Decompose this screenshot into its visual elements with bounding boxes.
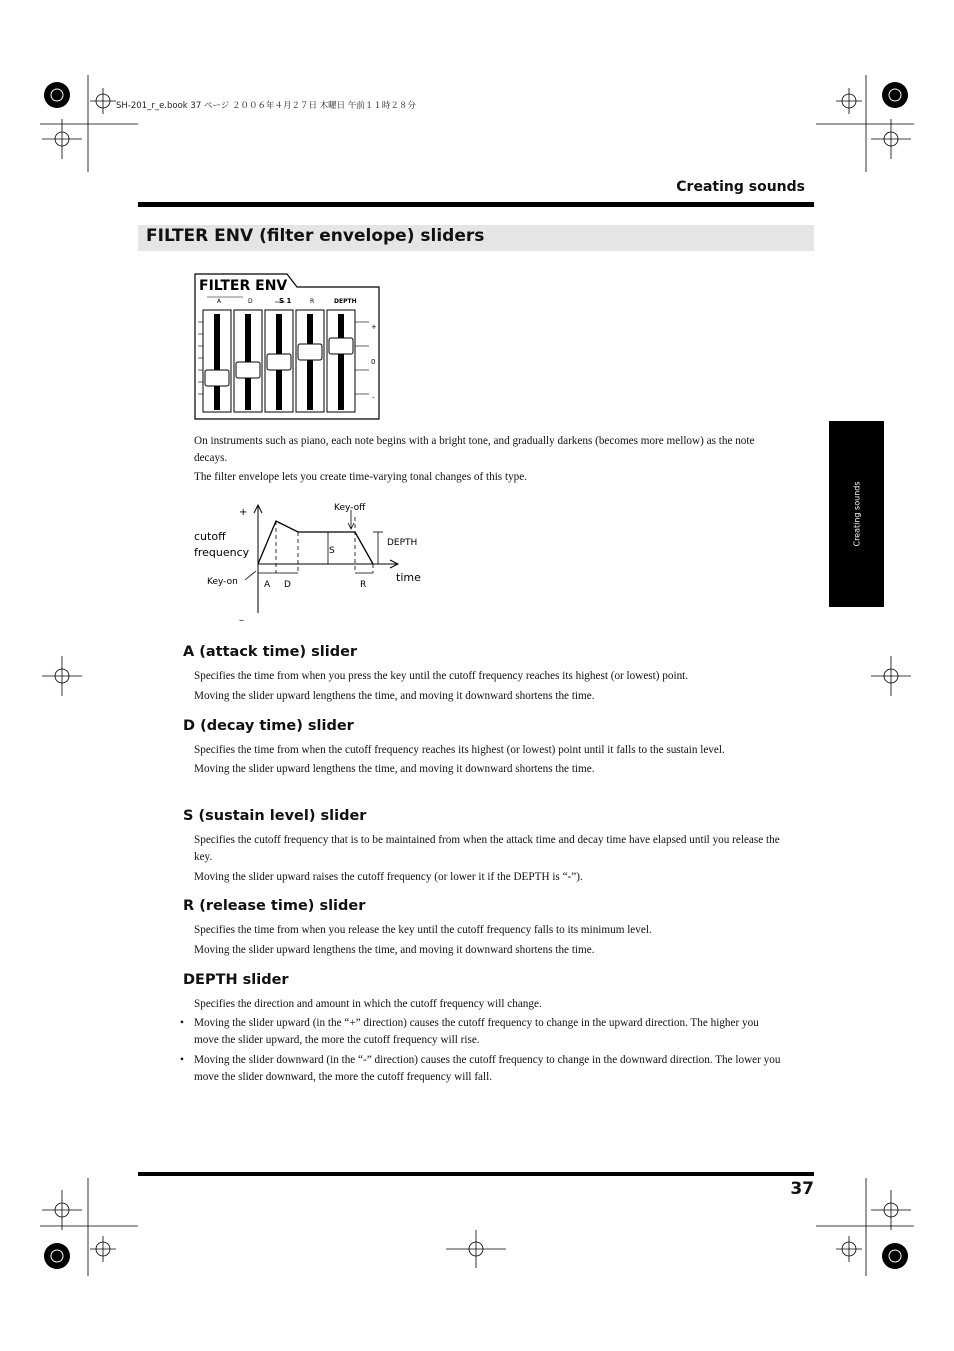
depth-bullet-up: • Moving the slider upward (in the “+” direction) causes the cutoff frequency to change in the upward direction. The higher you move the slider upward, the more the cutoff frequency will rise. (178, 1015, 784, 1049)
diagram-depth: DEPTH (387, 538, 418, 548)
release-para-1: Specifies the time from when you release the key until the cutoff frequency falls to its minimum level. (194, 924, 652, 936)
heading-release: R (release time) slider (183, 898, 366, 914)
panel-label-r: R (310, 298, 315, 305)
depth-text (194, 996, 784, 1013)
depth-bullet-down: • Moving the slider downward (in the “-” direction) causes the cutoff frequency to change in the downward direction. The lower you move the slider downward, the more the cutoff frequency will fall. (178, 1052, 784, 1086)
diagram-r: R (360, 580, 367, 590)
heading-sustain: S (sustain level) slider (183, 808, 367, 824)
slider-knob-depth (329, 338, 353, 354)
decay-text (194, 742, 784, 778)
diagram-minus: – (239, 615, 244, 626)
diagram-key-on: Key-on (207, 577, 238, 587)
filter-env-panel-illustration (193, 272, 383, 422)
sustain-para-2: Moving the slider upward raises the cutoff frequency (or lower it if the DEPTH is “-”). (194, 871, 583, 883)
intro-para-2: The filter envelope lets you create time-varying tonal changes of this type. (194, 471, 528, 483)
diagram-key-off: Key-off (334, 503, 366, 513)
slider-knob-r (298, 344, 322, 360)
sustain-para-1: Specifies the cutoff frequency that is to be maintained from when the attack time and decay time have elapsed until you release the key. (194, 834, 780, 863)
depth-para-1: Specifies the direction and amount in which the cutoff frequency will change. (194, 998, 542, 1010)
top-rule (138, 202, 814, 207)
diagram-d: D (284, 580, 291, 590)
scale-minus: - (372, 394, 375, 402)
running-head: Creating sounds (676, 179, 805, 195)
section-title-bar (138, 225, 814, 251)
slider-knob-s (267, 354, 291, 370)
panel-label-depth: DEPTH (334, 298, 357, 305)
panel-label-d: D (248, 298, 253, 305)
side-tab (829, 421, 884, 607)
release-text (194, 922, 784, 959)
section-title: FILTER ENV (filter envelope) sliders (146, 226, 485, 246)
depth-bullets (178, 1015, 784, 1089)
attack-para-2: Moving the slider upward lengthens the time, and moving it downward shortens the time. (194, 690, 595, 702)
decay-para-2: Moving the slider upward lengthens the time, and moving it downward shortens the time. (194, 763, 595, 775)
print-metadata: SH-201_r_e.book 37 ページ ２００６年４月２７日 木曜日 午前１１時２８分 (116, 101, 416, 111)
bottom-rule (138, 1172, 814, 1176)
heading-attack: A (attack time) slider (183, 644, 358, 660)
intro-text (194, 433, 784, 486)
side-tab-label: Creating sounds (852, 481, 861, 547)
decay-para-1: Specifies the time from when the cutoff frequency reaches its highest (or lowest) point until it falls to the sustain level. (194, 744, 725, 756)
release-para-2: Moving the slider upward lengthens the time, and moving it downward shortens the time. (194, 944, 595, 956)
diagram-plus: + (239, 507, 248, 518)
diagram-a: A (264, 580, 271, 590)
scale-zero: 0 (371, 358, 376, 366)
panel-title: FILTER ENV (199, 278, 288, 294)
scale-plus: + (371, 323, 377, 331)
page-number: 37 (790, 1179, 814, 1199)
attack-para-1: Specifies the time from when you press the key until the cutoff frequency reaches its highest (or lowest) point. (194, 670, 689, 682)
heading-depth: DEPTH slider (183, 972, 289, 988)
panel-label-a: A (217, 298, 222, 305)
slider-knob-d (236, 362, 260, 378)
attack-text (194, 668, 784, 705)
diagram-time: time (396, 571, 421, 584)
diagram-s: S (329, 546, 335, 556)
panel-label-s: S 1 (279, 297, 292, 305)
slider-knob-a (205, 370, 229, 386)
diagram-cutoff-label-1: cutoff (194, 530, 226, 543)
heading-decay: D (decay time) slider (183, 718, 354, 734)
sustain-text (194, 832, 784, 886)
diagram-cutoff-label-2: frequency (194, 546, 250, 559)
envelope-diagram (190, 495, 440, 630)
intro-para-1: On instruments such as piano, each note begins with a bright tone, and gradually darkens (becomes more mellow) as the note decays. (194, 435, 755, 464)
